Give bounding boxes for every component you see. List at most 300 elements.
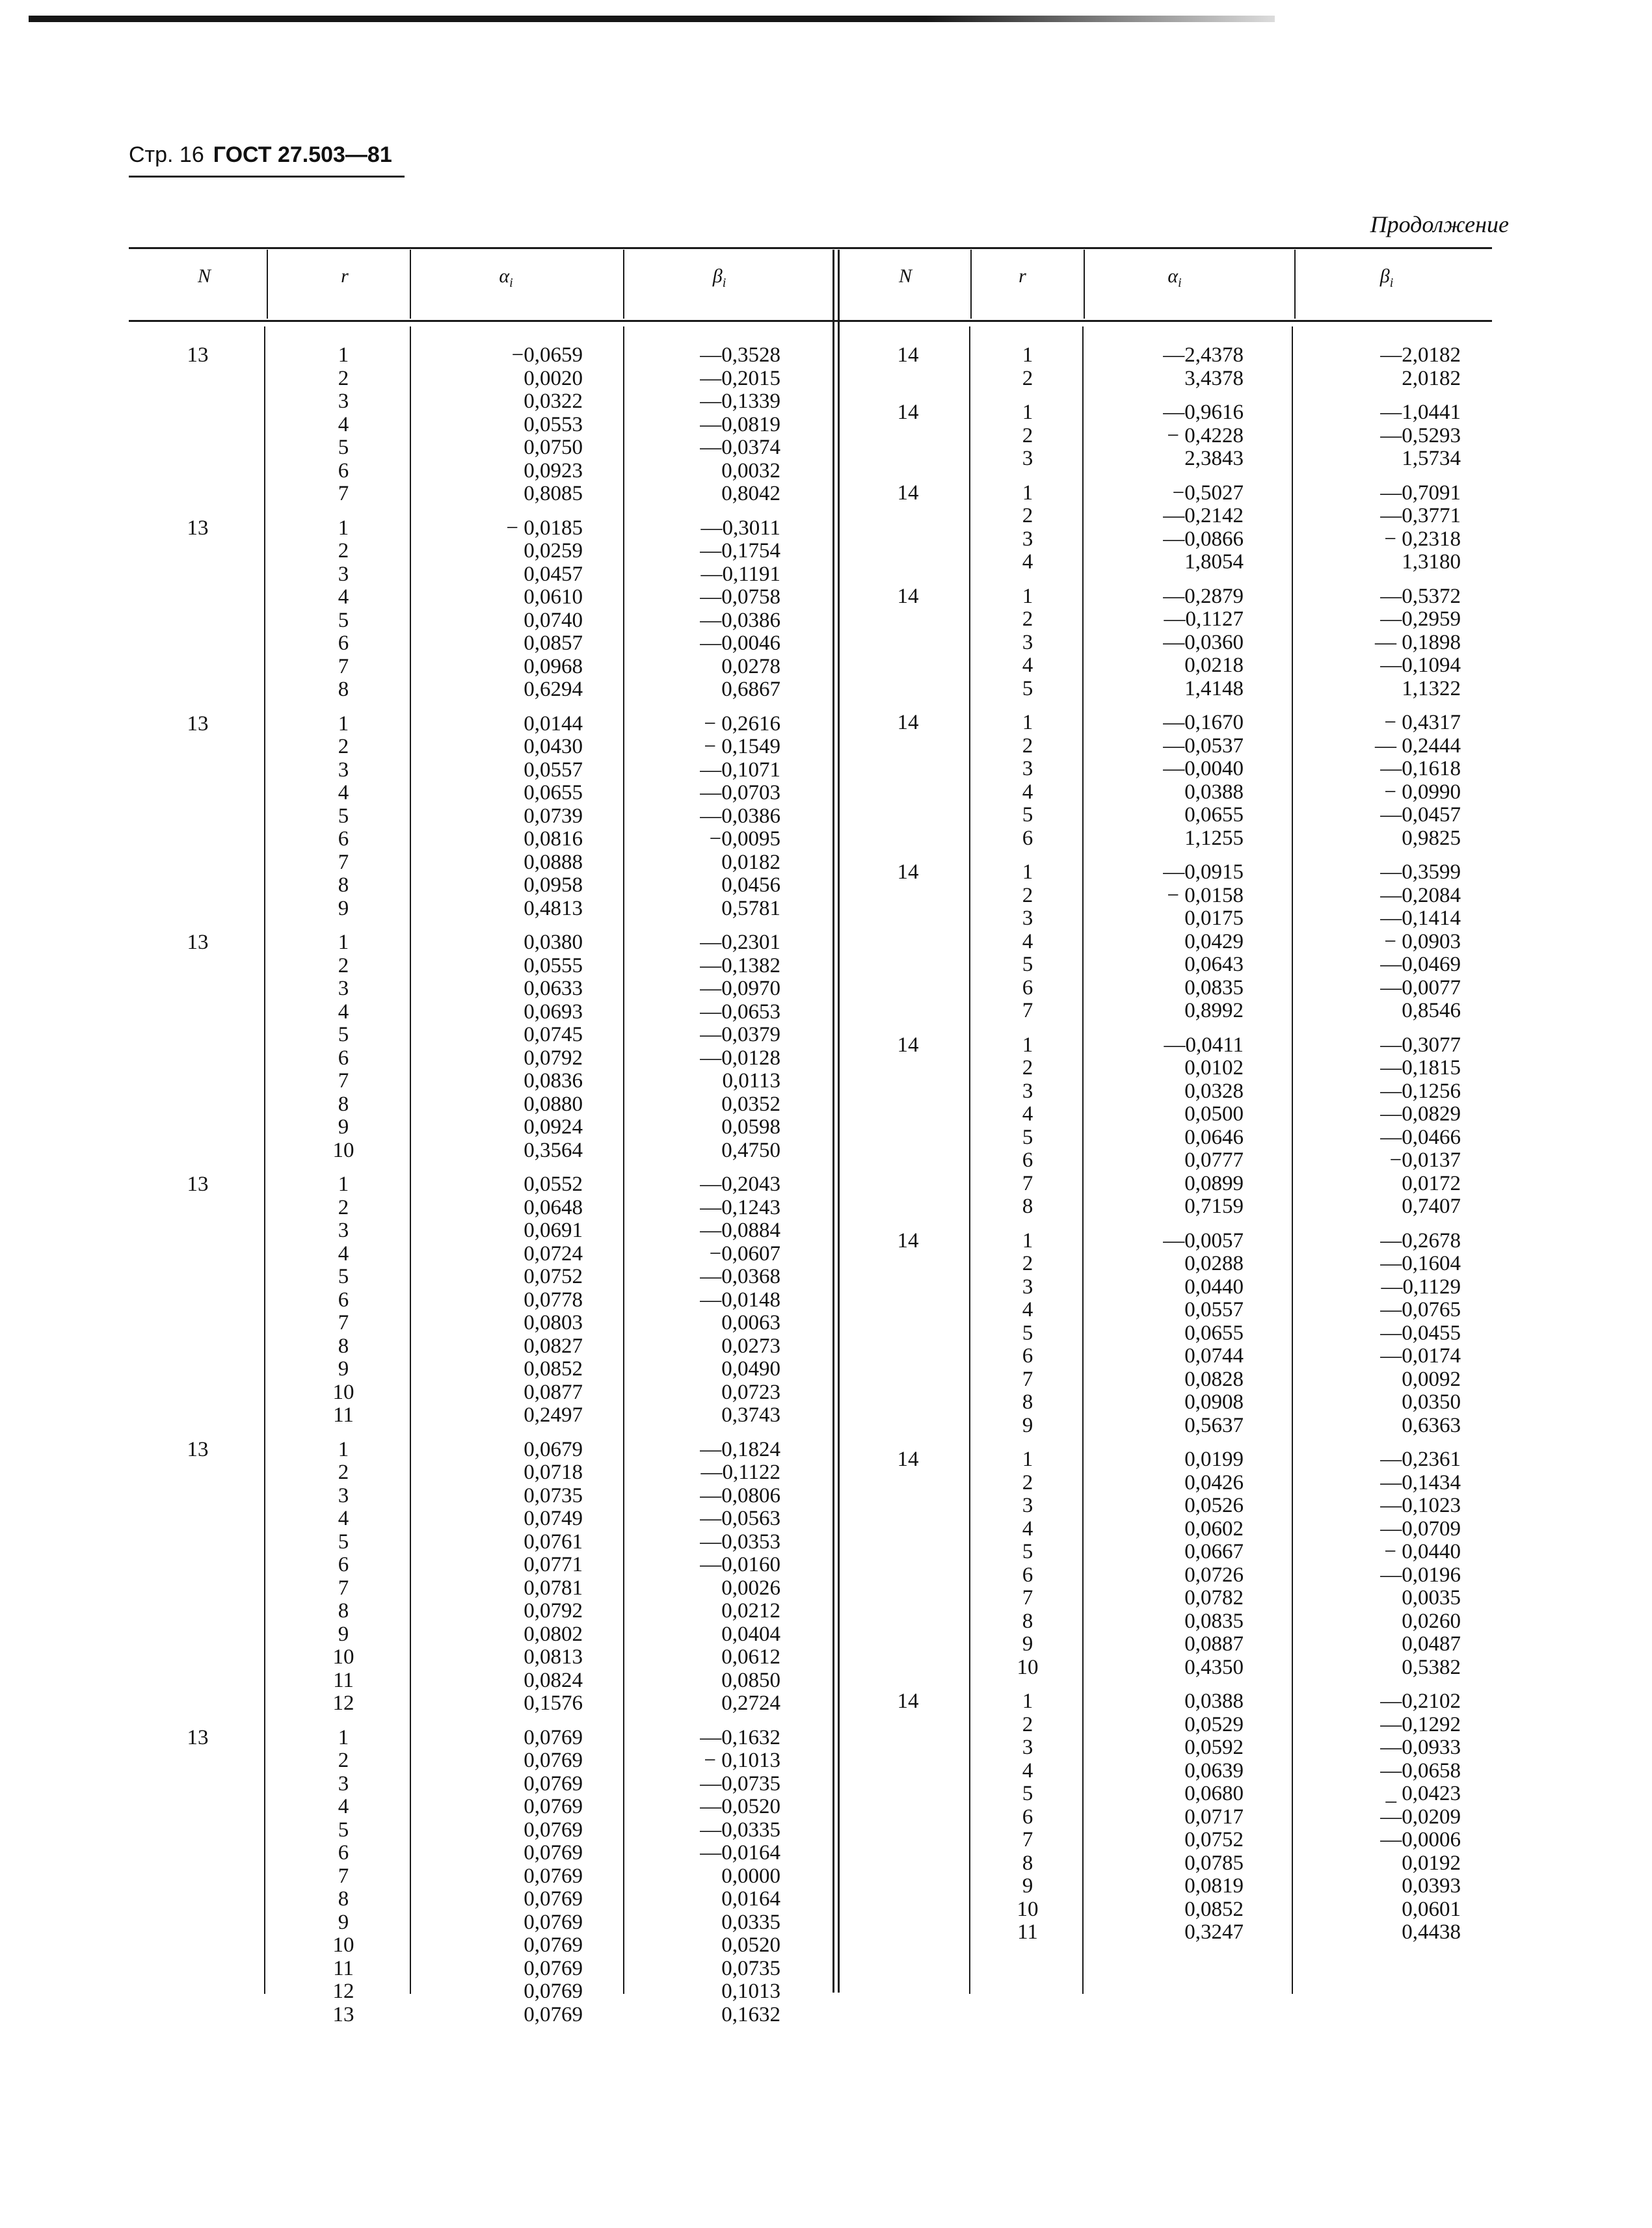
r-value: 5 [338, 436, 349, 459]
beta-value: 1,5734 [1402, 447, 1461, 470]
alpha-value: 0,0769 [524, 1795, 583, 1818]
alpha-value: 0,0769 [524, 1818, 583, 1842]
beta-value: 0,0273 [721, 1334, 780, 1358]
beta-value: —0,1382 [700, 953, 780, 977]
r-value: 4 [338, 1507, 349, 1530]
page-number: Стр. 16 [129, 142, 204, 167]
r-value: 2 [338, 735, 349, 758]
beta-value: — 0,1898 [1375, 630, 1461, 654]
r-value: 3 [1022, 757, 1033, 780]
group-N-value: 14 [897, 1690, 919, 1713]
alpha-value: 0,2497 [524, 1403, 583, 1427]
r-value: 7 [338, 1069, 349, 1093]
alpha-value: 0,0769 [524, 1887, 583, 1911]
alpha-value: 0,0648 [524, 1195, 583, 1219]
beta-value: —0,1824 [700, 1437, 780, 1461]
beta-value: —0,0653 [700, 1000, 780, 1024]
r-value: 1 [338, 1437, 349, 1461]
beta-value: 0,0260 [1402, 1609, 1461, 1633]
beta-value: − 0,2318 [1384, 527, 1461, 551]
beta-value: 0,1632 [721, 2002, 780, 2026]
alpha-value: —0,0915 [1163, 860, 1244, 884]
alpha-value: —0,0537 [1163, 734, 1244, 758]
alpha-value: 0,0526 [1184, 1494, 1244, 1517]
col-header-alpha-left: $\alpha_i$ [499, 265, 513, 290]
beta-value: 0,6867 [721, 678, 780, 701]
alpha-value: 0,0769 [524, 1910, 583, 1934]
alpha-value: 0,0887 [1184, 1632, 1244, 1656]
group-N-value: 13 [187, 516, 209, 540]
r-value: 4 [338, 412, 349, 436]
r-value: 6 [338, 1288, 349, 1312]
alpha-value: 0,0749 [524, 1507, 583, 1530]
beta-value: − 0,4317 [1384, 711, 1461, 734]
r-value: 6 [338, 1046, 349, 1070]
beta-value: —0,0374 [700, 436, 780, 459]
beta-value: —0,0563 [700, 1507, 780, 1530]
r-value: 3 [1022, 527, 1033, 551]
beta-value: —0,0703 [700, 781, 780, 804]
beta-value: 0,0393 [1402, 1874, 1461, 1898]
alpha-value: 0,0655 [524, 781, 583, 804]
alpha-value: —0,0057 [1163, 1228, 1244, 1253]
group-N-value: 14 [897, 1448, 919, 1471]
alpha-value: 0,0769 [524, 1771, 583, 1796]
alpha-value: 0,0824 [524, 1668, 583, 1692]
r-value: 4 [1022, 1758, 1033, 1783]
col-divider [1294, 250, 1296, 319]
alpha-value: 0,0679 [524, 1437, 583, 1461]
beta-value: —0,1094 [1380, 654, 1461, 677]
alpha-value: 0,0813 [524, 1645, 583, 1669]
r-value: 5 [338, 608, 349, 632]
beta-value: _ 0,0423 [1385, 1782, 1461, 1805]
r-value: 5 [1022, 1125, 1033, 1149]
beta-value: 0,4438 [1402, 1920, 1461, 1944]
beta-value: —0,1604 [1380, 1252, 1461, 1275]
r-value: 1 [1022, 481, 1033, 505]
table-header-rule [129, 320, 1492, 322]
center-double-divider [838, 250, 840, 1993]
beta-value: —0,2959 [1380, 607, 1461, 631]
alpha-value: 0,0328 [1184, 1079, 1244, 1103]
alpha-value: 0,0388 [1184, 780, 1244, 804]
r-value: 3 [338, 1219, 349, 1242]
alpha-value: 0,0752 [1184, 1828, 1244, 1851]
beta-value: 0,2724 [721, 1691, 780, 1715]
alpha-value: 0,0852 [524, 1357, 583, 1381]
r-value: 3 [1022, 447, 1033, 470]
r-value: 5 [1022, 1321, 1033, 1345]
beta-value: —0,0174 [1380, 1344, 1461, 1368]
r-value: 4 [1022, 550, 1033, 574]
beta-value: —0,0709 [1380, 1517, 1461, 1541]
alpha-value: 0,0888 [524, 850, 583, 874]
alpha-value: 0,0769 [524, 1956, 583, 1980]
r-value: 10 [1017, 1655, 1039, 1679]
alpha-value: 0,0724 [524, 1241, 583, 1266]
r-value: 13 [332, 2002, 354, 2026]
beta-value: —0,0806 [700, 1483, 780, 1507]
r-value: 3 [338, 390, 349, 413]
alpha-value: 0,0553 [524, 412, 583, 436]
center-double-divider [833, 250, 834, 1993]
alpha-value: —0,2142 [1163, 504, 1244, 527]
r-value: 11 [333, 1668, 354, 1692]
alpha-value: 0,0602 [1184, 1517, 1244, 1541]
alpha-value: 0,0802 [524, 1622, 583, 1646]
alpha-value: 0,0745 [524, 1023, 583, 1046]
beta-value: —1,0441 [1380, 401, 1461, 424]
col-divider [1084, 250, 1085, 319]
r-value: 1 [338, 1173, 349, 1196]
r-value: 10 [1017, 1897, 1039, 1921]
col-divider [970, 250, 972, 319]
r-value: 12 [332, 1691, 354, 1715]
beta-value: —0,0335 [700, 1818, 780, 1842]
beta-value: 0,0598 [721, 1115, 780, 1139]
r-value: 3 [1022, 1736, 1033, 1759]
alpha-value: 0,0803 [524, 1311, 583, 1334]
alpha-value: 0,0752 [524, 1265, 583, 1288]
group-N-value: 14 [897, 1033, 919, 1057]
alpha-value: 0,0717 [1184, 1805, 1244, 1829]
beta-value: 0,0035 [1402, 1586, 1461, 1610]
alpha-value: 0,0816 [524, 827, 583, 851]
beta-value: 0,0164 [721, 1887, 780, 1911]
group-N-value: 14 [897, 401, 919, 424]
r-value: 1 [1022, 401, 1033, 424]
beta-value: 0,0601 [1402, 1897, 1461, 1921]
r-value: 10 [332, 1933, 354, 1957]
group-N-value: 13 [187, 1725, 209, 1749]
alpha-value: −0,0659 [511, 343, 583, 367]
beta-value: —0,0765 [1380, 1298, 1461, 1321]
alpha-value: 0,4813 [524, 896, 583, 920]
alpha-value: 0,0288 [1184, 1252, 1244, 1275]
r-value: 4 [338, 781, 349, 804]
alpha-value: 0,6294 [524, 678, 583, 701]
alpha-value: − 0,4228 [1167, 423, 1244, 447]
r-value: 8 [1022, 1609, 1033, 1633]
r-value: 9 [1022, 1874, 1033, 1898]
beta-value: 0,0192 [1402, 1851, 1461, 1875]
beta-value: —0,2301 [700, 931, 780, 954]
alpha-value: —0,1127 [1164, 607, 1244, 631]
alpha-value: —0,1670 [1163, 711, 1244, 734]
alpha-value: 0,0430 [524, 735, 583, 758]
beta-value: 0,0182 [721, 850, 780, 874]
beta-value: —0,0077 [1380, 975, 1461, 1000]
beta-value: − 0,1549 [704, 735, 780, 758]
alpha-value: —0,0866 [1163, 527, 1244, 551]
alpha-value: 0,0769 [524, 1749, 583, 1772]
beta-value: —0,1618 [1380, 757, 1461, 780]
alpha-value: 0,0835 [1184, 1609, 1244, 1633]
r-value: 6 [1022, 1805, 1033, 1829]
beta-value: —0,1191 [700, 562, 780, 586]
beta-value: —0,0520 [700, 1795, 780, 1818]
beta-value: —0,5293 [1380, 423, 1461, 447]
beta-value: —2,0182 [1380, 343, 1461, 367]
beta-value: —0,0970 [700, 977, 780, 1000]
alpha-value: 0,0744 [1184, 1344, 1244, 1368]
col-divider [410, 326, 411, 1994]
r-value: 8 [338, 1334, 349, 1358]
r-value: 2 [1022, 607, 1033, 631]
col-header-alpha-right: $\alpha_i$ [1167, 265, 1182, 290]
beta-value: 0,3743 [721, 1403, 780, 1427]
r-value: 3 [1022, 907, 1033, 930]
group-N-value: 13 [187, 931, 209, 954]
alpha-value: 0,0785 [1184, 1851, 1244, 1875]
r-value: 1 [1022, 1228, 1033, 1253]
alpha-value: 0,0680 [1184, 1782, 1244, 1805]
r-value: 2 [1022, 1056, 1033, 1080]
beta-value: 0,0000 [721, 1864, 780, 1888]
alpha-value: 0,0592 [1184, 1736, 1244, 1759]
r-value: 7 [338, 850, 349, 874]
r-value: 6 [1022, 1563, 1033, 1587]
alpha-value: 0,0778 [524, 1288, 583, 1312]
r-value: 2 [1022, 883, 1033, 907]
alpha-value: 0,0643 [1184, 953, 1244, 976]
alpha-value: 0,0769 [524, 1841, 583, 1864]
alpha-value: 0,0750 [524, 436, 583, 459]
r-value: 3 [338, 1771, 349, 1796]
beta-value: 0,8546 [1402, 999, 1461, 1022]
beta-value: —0,1122 [700, 1461, 780, 1484]
alpha-value: − 0,0185 [506, 516, 583, 540]
r-value: 9 [338, 1622, 349, 1646]
alpha-value: 0,3564 [524, 1138, 583, 1162]
r-value: 3 [338, 977, 349, 1000]
beta-value: —0,1292 [1380, 1712, 1461, 1736]
r-value: 8 [338, 1887, 349, 1911]
r-value: 2 [1022, 1470, 1033, 1494]
beta-value: —0,1754 [700, 539, 780, 563]
beta-value: —0,3528 [700, 343, 780, 367]
r-value: 3 [1022, 630, 1033, 654]
alpha-value: 0,0819 [1184, 1874, 1244, 1898]
r-value: 6 [1022, 975, 1033, 1000]
r-value: 1 [1022, 1033, 1033, 1057]
beta-value: —0,2678 [1380, 1228, 1461, 1253]
r-value: 1 [1022, 343, 1033, 367]
alpha-value: − 0,0158 [1167, 883, 1244, 907]
r-value: 5 [338, 1818, 349, 1842]
beta-value: —0,0457 [1380, 803, 1461, 827]
beta-value: —0,1339 [700, 390, 780, 413]
alpha-value: —0,2879 [1163, 584, 1244, 608]
alpha-value: 0,1576 [524, 1691, 583, 1715]
beta-value: 0,0723 [721, 1380, 780, 1404]
r-value: 2 [1022, 1252, 1033, 1275]
r-value: 10 [332, 1645, 354, 1669]
beta-value: —0,0819 [700, 412, 780, 436]
beta-value: 0,5781 [721, 896, 780, 920]
group-N-value: 13 [187, 343, 209, 367]
alpha-value: 0,0769 [524, 1933, 583, 1957]
group-N-value: 14 [897, 711, 919, 734]
r-value: 11 [1017, 1920, 1038, 1944]
beta-value: —0,0128 [700, 1046, 780, 1070]
beta-value: —0,0455 [1380, 1321, 1461, 1345]
beta-value: —0,1815 [1380, 1056, 1461, 1080]
r-value: 6 [1022, 1148, 1033, 1172]
alpha-value: 0,0827 [524, 1334, 583, 1358]
beta-value: 0,0350 [1402, 1390, 1461, 1414]
beta-value: —0,1071 [700, 758, 780, 782]
r-value: 4 [1022, 1517, 1033, 1541]
r-value: 3 [1022, 1494, 1033, 1517]
alpha-value: 0,0835 [1184, 975, 1244, 1000]
beta-value: —0,3011 [700, 516, 780, 540]
alpha-value: 0,0782 [1184, 1586, 1244, 1610]
beta-value: —0,0386 [700, 804, 780, 828]
beta-value: —0,1414 [1380, 907, 1461, 930]
r-value: 2 [1022, 504, 1033, 527]
r-value: 1 [1022, 860, 1033, 884]
alpha-value: 0,0691 [524, 1219, 583, 1242]
col-divider [267, 250, 268, 319]
r-value: 4 [1022, 654, 1033, 677]
beta-value: —0,1632 [700, 1725, 780, 1749]
r-value: 9 [1022, 1413, 1033, 1437]
beta-value: 0,0026 [721, 1576, 780, 1600]
beta-value: —0,2043 [700, 1173, 780, 1196]
alpha-value: 0,0557 [1184, 1298, 1244, 1321]
beta-value: —0,0148 [700, 1288, 780, 1312]
alpha-value: 0,0769 [524, 1864, 583, 1888]
r-value: 2 [338, 1749, 349, 1772]
alpha-value: 0,0557 [524, 758, 583, 782]
r-value: 4 [1022, 929, 1033, 953]
beta-value: —0,0469 [1380, 953, 1461, 976]
alpha-value: 0,3247 [1184, 1920, 1244, 1944]
beta-value: —0,0466 [1380, 1125, 1461, 1149]
beta-value: 0,0487 [1402, 1632, 1461, 1656]
r-value: 6 [338, 631, 349, 655]
beta-value: —0,0164 [700, 1841, 780, 1864]
beta-value: —0,0209 [1380, 1805, 1461, 1829]
r-value: 3 [338, 1483, 349, 1507]
beta-value: 0,7407 [1402, 1195, 1461, 1218]
r-value: 7 [338, 1311, 349, 1334]
alpha-value: 0,5637 [1184, 1413, 1244, 1437]
alpha-value: 0,0836 [524, 1069, 583, 1093]
beta-value: − 0,1013 [704, 1749, 780, 1772]
col-header-r-right: r [1019, 265, 1026, 287]
r-value: 5 [1022, 953, 1033, 976]
beta-value: — 0,2444 [1375, 734, 1461, 758]
alpha-value: 0,0769 [524, 1725, 583, 1749]
beta-value: —0,1243 [700, 1195, 780, 1219]
r-value: 7 [1022, 1367, 1033, 1391]
beta-value: 0,1013 [721, 1980, 780, 2003]
r-value: 9 [1022, 1632, 1033, 1656]
alpha-value: 0,0429 [1184, 929, 1244, 953]
r-value: 9 [338, 1357, 349, 1381]
r-value: 5 [1022, 676, 1033, 700]
beta-value: —0,0160 [700, 1553, 780, 1576]
beta-value: −0,0137 [1389, 1148, 1461, 1172]
alpha-value: 0,0828 [1184, 1367, 1244, 1391]
alpha-value: 0,0908 [1184, 1390, 1244, 1414]
beta-value: 0,8042 [721, 482, 780, 505]
beta-value: 0,0520 [721, 1933, 780, 1957]
alpha-value: 0,0792 [524, 1046, 583, 1070]
r-value: 9 [338, 896, 349, 920]
beta-value: −0,0607 [709, 1241, 780, 1266]
beta-value: −0,0095 [709, 827, 780, 851]
alpha-value: 0,0769 [524, 1980, 583, 2003]
r-value: 4 [338, 1000, 349, 1024]
alpha-value: 0,0380 [524, 931, 583, 954]
beta-value: —0,7091 [1380, 481, 1461, 505]
group-N-value: 14 [897, 584, 919, 608]
r-value: 4 [338, 585, 349, 609]
r-value: 6 [1022, 1344, 1033, 1368]
alpha-value: 0,0633 [524, 977, 583, 1000]
alpha-value: 0,0667 [1184, 1540, 1244, 1563]
r-value: 6 [338, 1553, 349, 1576]
alpha-value: 0,0500 [1184, 1102, 1244, 1126]
r-value: 3 [338, 758, 349, 782]
beta-value: 0,0352 [721, 1092, 780, 1116]
alpha-value: 0,0020 [524, 366, 583, 390]
beta-value: —0,0658 [1380, 1758, 1461, 1783]
alpha-value: 0,0777 [1184, 1148, 1244, 1172]
alpha-value: 0,0761 [524, 1530, 583, 1554]
beta-value: —0,0368 [700, 1265, 780, 1288]
alpha-value: 0,0958 [524, 873, 583, 897]
r-value: 3 [338, 562, 349, 586]
alpha-value: 0,0877 [524, 1380, 583, 1404]
beta-value: —0,2102 [1380, 1690, 1461, 1713]
beta-value: —0,0884 [700, 1219, 780, 1242]
beta-value: 0,0032 [721, 458, 780, 483]
r-value: 2 [1022, 734, 1033, 758]
r-value: 5 [338, 1023, 349, 1046]
alpha-value: 0,0639 [1184, 1758, 1244, 1783]
r-value: 5 [338, 804, 349, 828]
alpha-value: 3,4378 [1184, 366, 1244, 390]
r-value: 7 [1022, 1171, 1033, 1195]
r-value: 1 [338, 711, 349, 736]
alpha-value: 0,0852 [1184, 1897, 1244, 1921]
group-N-value: 14 [897, 343, 919, 367]
beta-value: 0,0063 [721, 1311, 780, 1334]
r-value: 8 [338, 1092, 349, 1116]
alpha-value: 0,0218 [1184, 654, 1244, 677]
r-value: 6 [338, 1841, 349, 1864]
alpha-value: 0,0529 [1184, 1712, 1244, 1736]
alpha-value: 0,0175 [1184, 907, 1244, 930]
beta-value: 0,0490 [721, 1357, 780, 1381]
alpha-value: 0,0769 [524, 2002, 583, 2026]
beta-value: —0,0735 [700, 1771, 780, 1796]
alpha-value: 0,0771 [524, 1553, 583, 1576]
beta-value: —0,1023 [1380, 1494, 1461, 1517]
alpha-value: —0,0411 [1164, 1033, 1244, 1057]
beta-value: 0,6363 [1402, 1413, 1461, 1437]
alpha-value: 1,4148 [1184, 676, 1244, 700]
table-top-rule [129, 247, 1492, 249]
group-N-value: 13 [187, 1173, 209, 1196]
alpha-value: 0,0102 [1184, 1056, 1244, 1080]
alpha-value: 0,8085 [524, 482, 583, 505]
